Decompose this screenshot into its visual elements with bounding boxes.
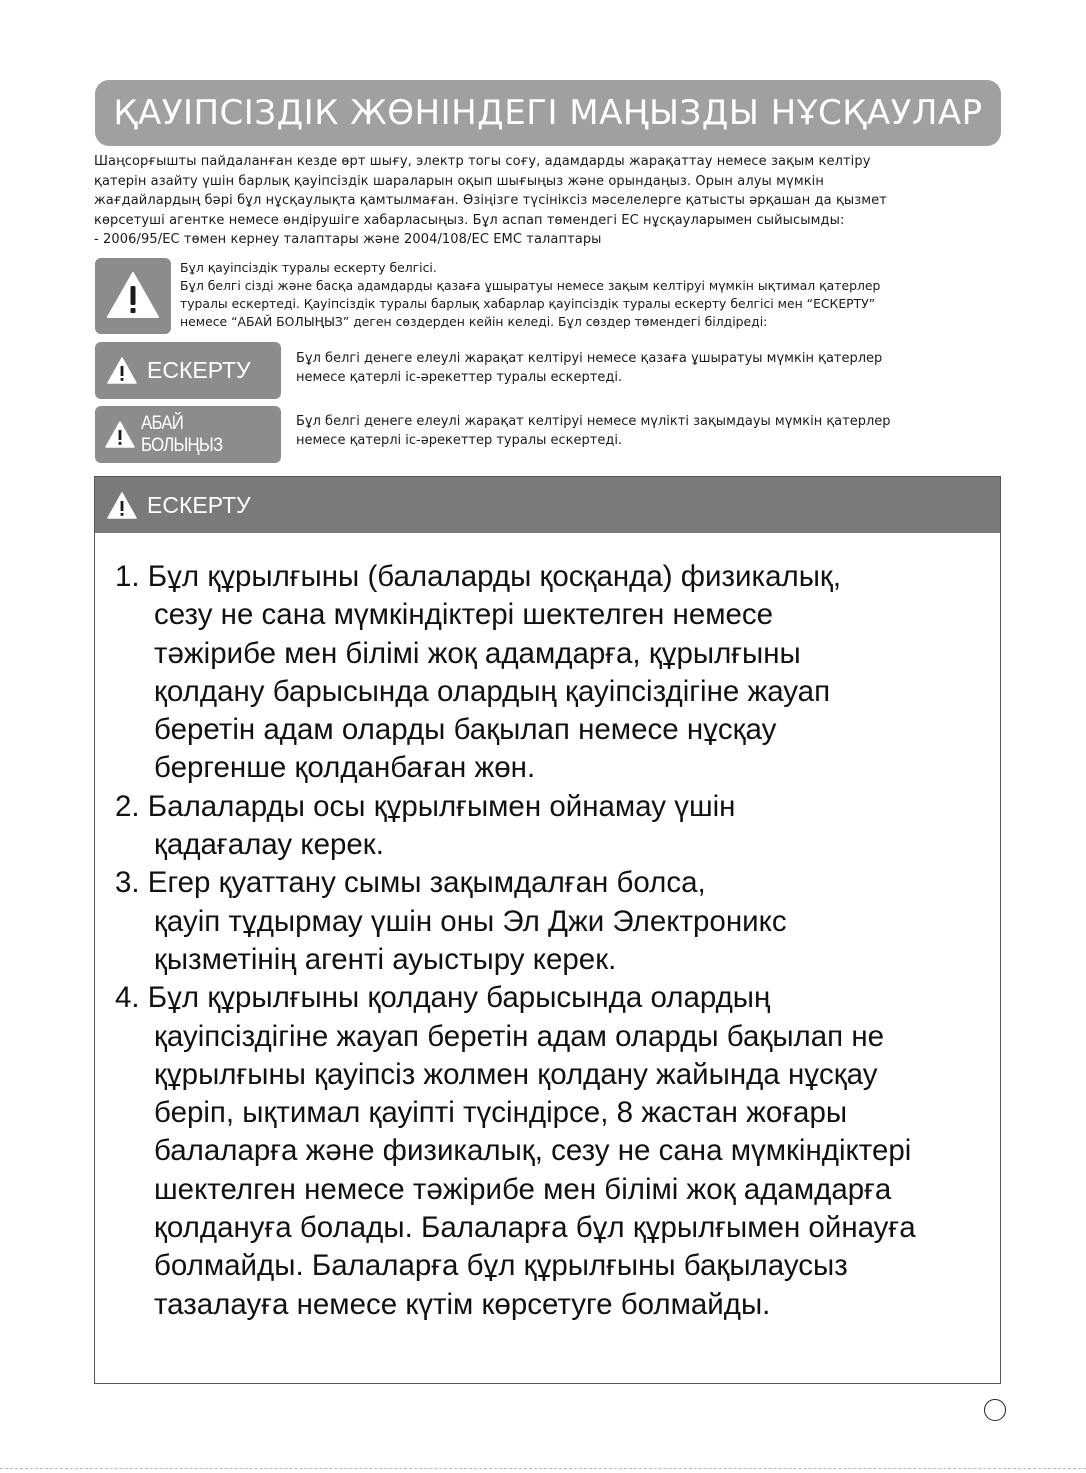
warning-item-line: 1. Бұл құрылғыны (балаларды қосқанда) физикалық, (115, 560, 842, 593)
warning-item-line: шектелген немесе тәжірибе мен білімі жоқ адамдарға (154, 1172, 892, 1206)
warning-item-line: тәжірибе мен білімі жоқ адамдарға, құрылғыны (154, 636, 801, 670)
warning-item-line: беріп, ықтимал қауіпті түсіндірсе, 8 жастан жоғары (154, 1096, 848, 1130)
intro-line: көрсетуші агентке немесе өндірушіге хабарласыңыз. Бұл аспап төмендегі ЕС нұсқауларымен сыйысымды: (94, 212, 845, 228)
safety-alert-symbol (95, 258, 171, 334)
intro-line: - 2006/95/EC төмен кернеу талаптары және 2004/108/EC EMC талаптары (94, 232, 602, 248)
symbol-line: Бұл белгі сізді және басқа адамдарды қазаға ұшыратуы немесе зақым келтіруі мүмкін ықтимал қатерлер (180, 278, 881, 293)
warning-line: Бұл белгі денеге елеулі жарақат келтіруі немесе қазаға ұшыратуы мүмкін қатерлер (296, 351, 883, 366)
warning-triangle-icon (107, 492, 137, 519)
warning-item-line: қадағалау керек. (154, 828, 384, 862)
caution-line: немесе қатерлі іс-әрекеттер туралы ескертеді. (296, 433, 623, 448)
page-bottom-rule (0, 1468, 1086, 1469)
intro-line: жағдайлардың бәрі бұл нұсқаулықта қамтылмаған. Өзіңізге түсініксіз мәселелерге қатысты әрқашан да қызмет (94, 193, 887, 209)
exclamation-triangle-icon (106, 270, 160, 320)
symbol-line: туралы ескертеді. Қауіпсіздік туралы барлық хабарлар қауіпсіздік туралы ескерту белгісі мен “ЕСКЕРТУ” (180, 296, 876, 311)
warning-item-line: құрылғыны қауіпсіз жолмен қолдану жайында нұсқау (154, 1057, 878, 1091)
caution-badge-label: АБАЙ БОЛЫҢЫЗ (141, 412, 223, 456)
intro-line: Шаңсорғышты пайдаланған кезде өрт шығу, электр тогы соғу, адамдарды жарақаттау немесе зақым келтіру (94, 154, 871, 169)
symbol-line: немесе “АБАЙ БОЛЫҢЫЗ” деген сөздерден кейін келеді. Бұл сөздер төмендегі білдіреді: (180, 314, 768, 329)
warning-item-line: қауіпсіздігіне жауап беретін адам оларды бақылап не (154, 1019, 885, 1053)
warning-item-line: қолдануға болады. Балаларға бұл құрылғымен ойнауға (154, 1211, 916, 1245)
warning-list (115, 558, 990, 1324)
warning-item-line: қызметінің агенті ауыстыру керек. (154, 942, 617, 976)
intro-paragraph (94, 152, 1006, 250)
warning-item-line: болмайды. Балаларға бұл құрылғыны бақылаусыз (154, 1249, 848, 1283)
warning-item-line: балаларға және физикалық, сезу не сана мүмкіндіктері (154, 1134, 912, 1168)
warning-triangle-icon (107, 357, 137, 384)
warning-panel (94, 476, 1001, 1384)
page-title-bar (95, 80, 1001, 146)
warning-item-line: тазалауға немесе күтім көрсетуге болмайды. (154, 1287, 771, 1321)
warning-panel-header (95, 477, 1000, 533)
caution-badge-description (296, 412, 996, 450)
warning-item-line: 3. Егер қуаттану сымы зақымдалған болса, (115, 866, 706, 900)
page-title: ҚАУІПСІЗДІК ЖӨНІНДЕГІ МАҢЫЗДЫ НҰСҚАУЛАР (113, 93, 983, 133)
caution-triangle-icon (105, 421, 135, 448)
caution-badge (95, 406, 281, 463)
warning-panel-title: ЕСКЕРТУ (147, 491, 251, 518)
warning-item-line: бергенше қолданбаған жөн. (154, 751, 536, 785)
warning-badge (95, 342, 281, 399)
caution-line: Бұл белгі денеге елеулі жарақат келтіруі немесе мүлікті зақымдауы мүмкін қатерлер (296, 414, 891, 429)
symbol-line: Бұл қауіпсіздік туралы ескерту белгісі. (180, 260, 437, 275)
warning-item-line: қауіп тұдырмау үшін оны Эл Джи Электроникс (154, 904, 787, 938)
intro-line: қатерін азайту үшін барлық қауіпсіздік шараларын оқып шығыңыз және орындаңыз. Орын алуы мүмкін (94, 173, 824, 189)
warning-badge-label: ЕСКЕРТУ (147, 357, 251, 383)
page-number-circle (984, 1399, 1006, 1421)
warning-line: немесе қатерлі іс-әрекеттер туралы ескертеді. (296, 370, 623, 385)
warning-item-line: сезу не сана мүмкіндіктері шектелген немесе (154, 598, 774, 632)
warning-item-line: 2. Балаларды осы құрылғымен ойнамау үшін (115, 789, 736, 823)
warning-item-line: қолдану барысында олардың қауіпсіздігіне жауап (154, 674, 831, 708)
warning-item-line: беретін адам оларды бақылап немесе нұсқау (154, 713, 777, 747)
warning-item-line: 4. Бұл құрылғыны қолдану барысында олардың (115, 981, 771, 1015)
safety-alert-description (180, 259, 1000, 331)
warning-badge-description (296, 349, 996, 387)
